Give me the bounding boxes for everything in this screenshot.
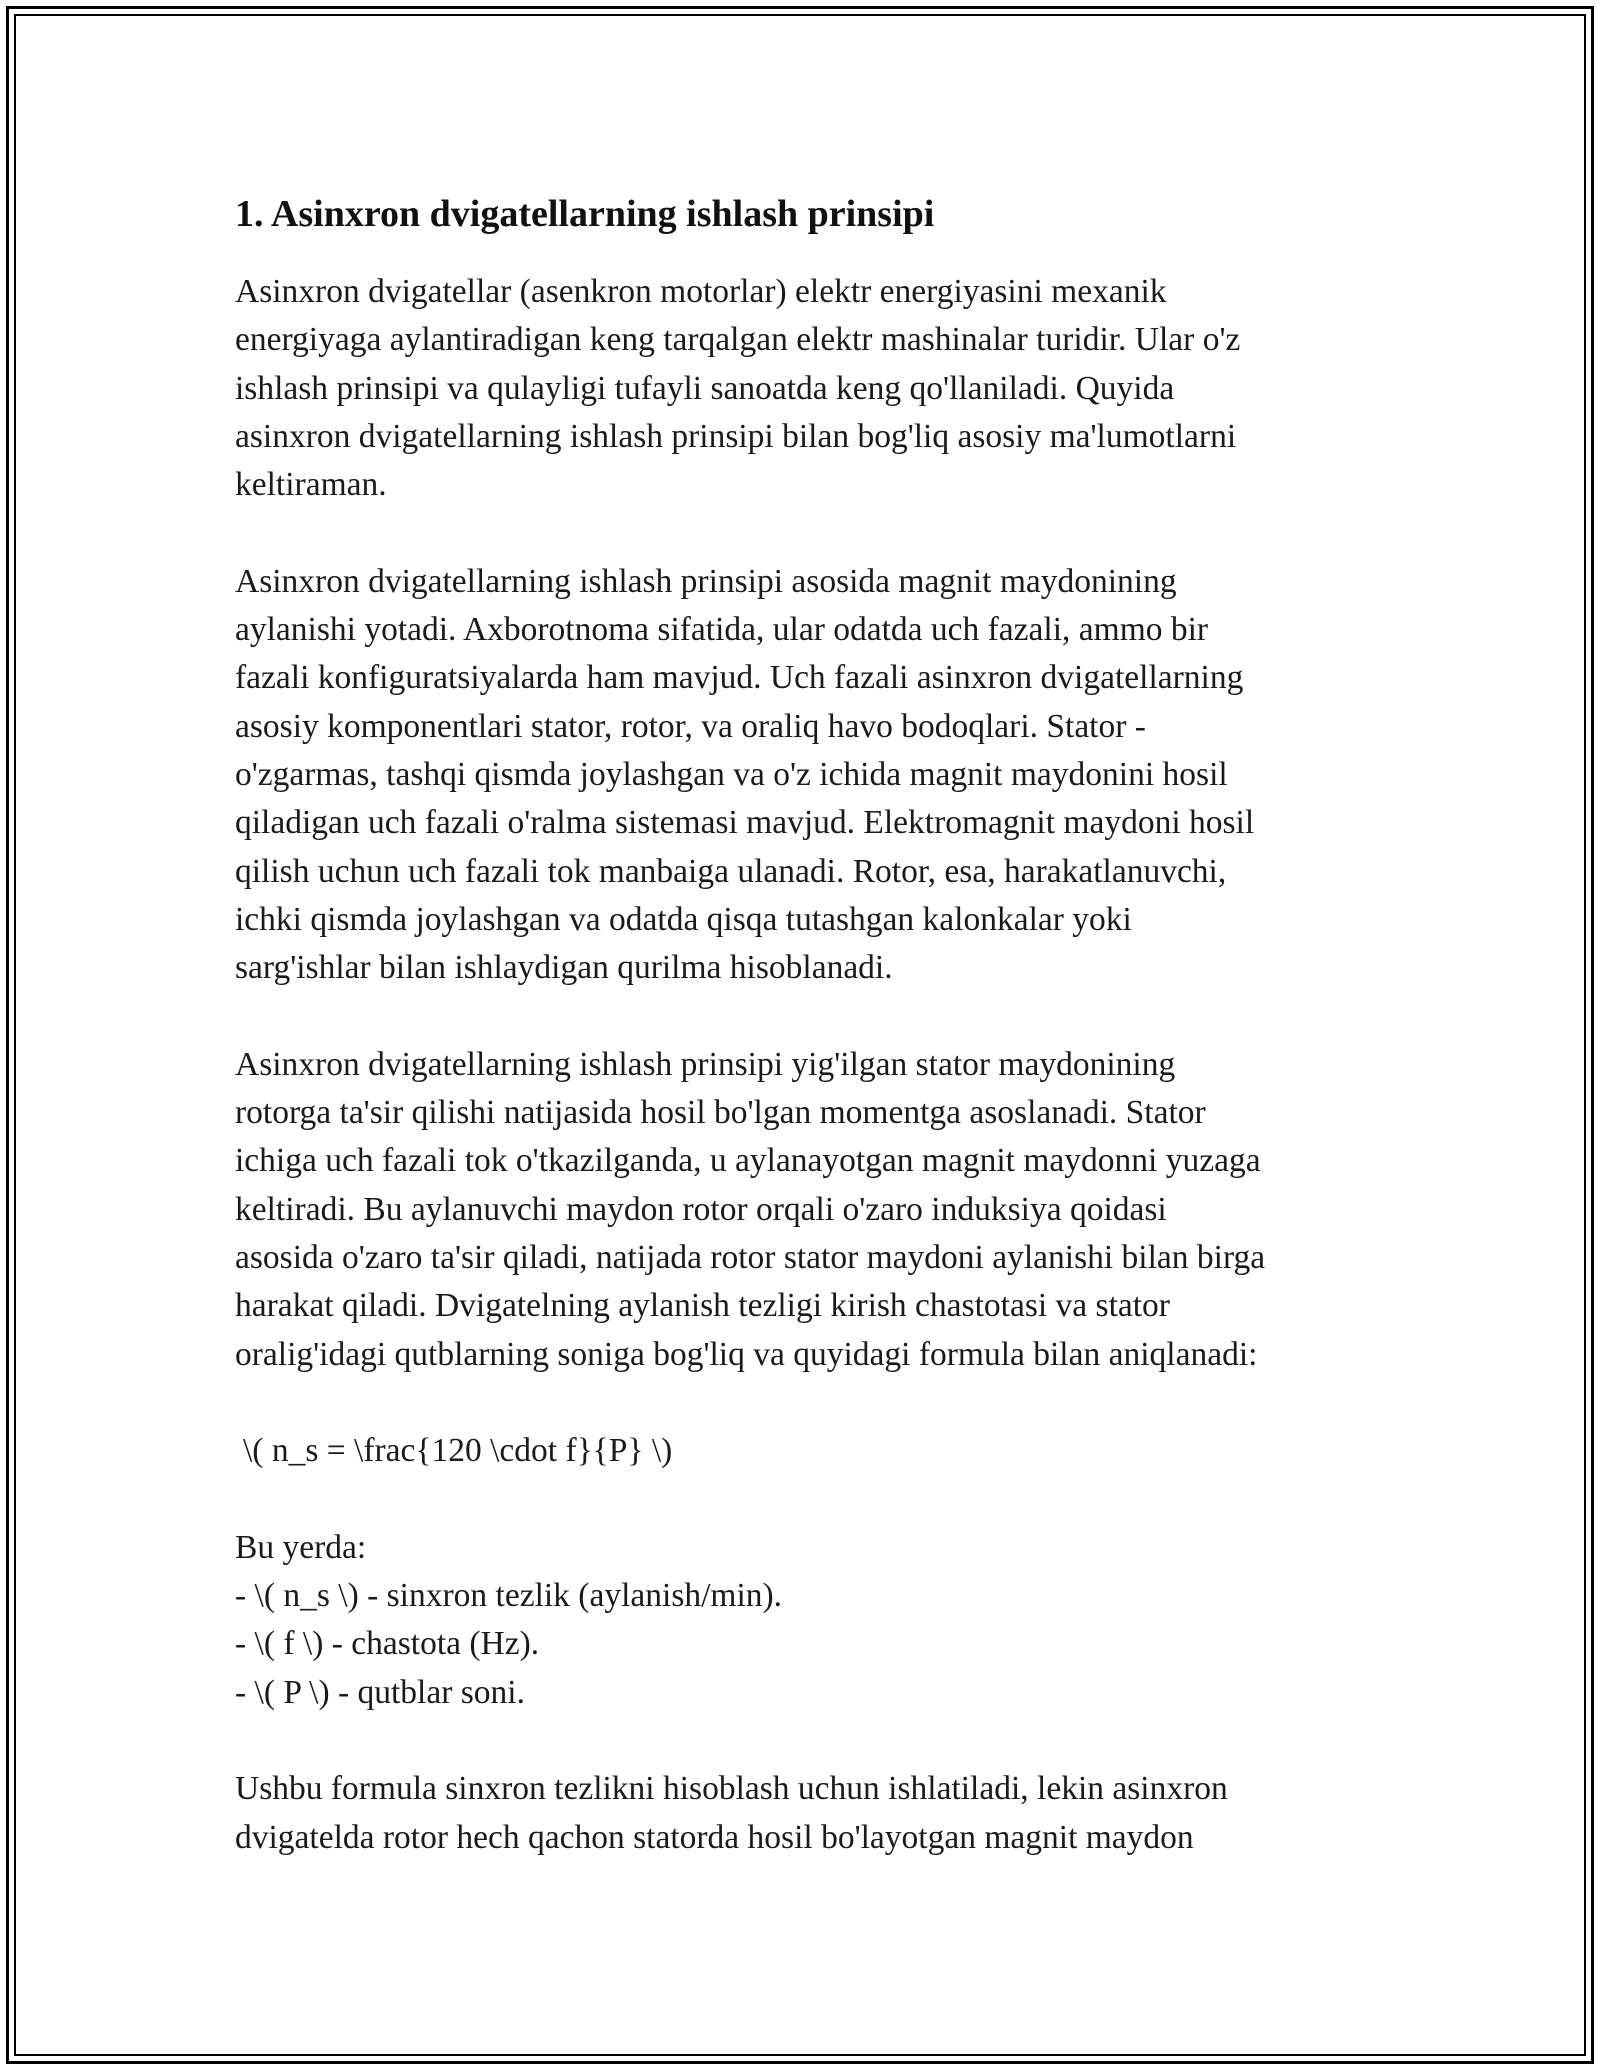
paragraph-components: Asinxron dvigatellarning ishlash prinsipi asosida magnit maydonining aylanishi yotadi. Axborotnoma sifatida, ular odatda uch fazali, ammo bir fazali konfiguratsiyalarda ham mavjud. Uch fazali asinxron dvigatellarning asosiy komponentlari stator, rotor, va oraliq havo bodoqlari. Stator - o'zgarmas, tashqi qismda joylashgan va o'z ichida magnit maydonini hosil qiladigan uch fazali o'ralma sistemasi mavjud. Elektromagnit maydoni hosil qilish uchun uch fazali tok manbaiga ulanadi. Rotor, esa, harakatlanuvchi, ichki qismda joylashgan va odatda qisqa tutashgan kalonkalar yoki sarg'ishlar bilan ishlaydigan qurilma hisoblanadi. — [235, 562, 1255, 987]
synchronous-speed-formula: \( n_s = \frac{120 \cdot f}{P} \) — [243, 1432, 673, 1470]
section-heading: 1. Asinxron dvigatellarning ishlash prinsipi — [235, 193, 935, 235]
definition-item: - \( n_s \) - sinxron tezlik (aylanish/min). — [235, 1577, 783, 1615]
formula-definitions — [235, 1524, 1385, 1717]
definitions-intro: Bu yerda: — [235, 1528, 367, 1566]
document-body — [235, 186, 1385, 1910]
paragraph-operation: Asinxron dvigatellarning ishlash prinsipi yig'ilgan stator maydonining rotorga ta'sir qilishi natijasida hosil bo'lgan momentga asoslanadi. Stator ichiga uch fazali tok o'tkazilganda, u aylanayotgan magnit maydonni yuzaga keltiradi. Bu aylanuvchi maydon rotor orqali o'zaro induksiya qoidasi asosida o'zaro ta'sir qiladi, natijada rotor stator maydoni aylanishi bilan birga harakat qiladi. Dvigatelning aylanish tezligi kirish chastotasi va stator oralig'idagi qutblarning soniga bog'liq va quyidagi formula bilan aniqlanadi: — [235, 1045, 1266, 1373]
paragraph-intro: Asinxron dvigatellar (asenkron motorlar) elektr energiyasini mexanik energiyaga aylantiradigan keng tarqalgan elektr mashinalar turidir. Ular o'z ishlash prinsipi va qulayligi tufayli sanoatda keng qo'llaniladi. Quyida asinxron dvigatellarning ishlash prinsipi bilan bog'liq asosiy ma'lumotlarni keltiraman. — [235, 273, 1241, 504]
paragraph-closing: Ushbu formula sinxron tezlikni hisoblash uchun ishlatiladi, lekin asinxron dvigatelda rotor hech qachon statorda hosil bo'layotgan magnit maydon — [235, 1770, 1228, 1856]
definition-item: - \( f \) - chastota (Hz). — [235, 1625, 540, 1663]
definition-item: - \( P \) - qutblar soni. — [235, 1673, 525, 1711]
